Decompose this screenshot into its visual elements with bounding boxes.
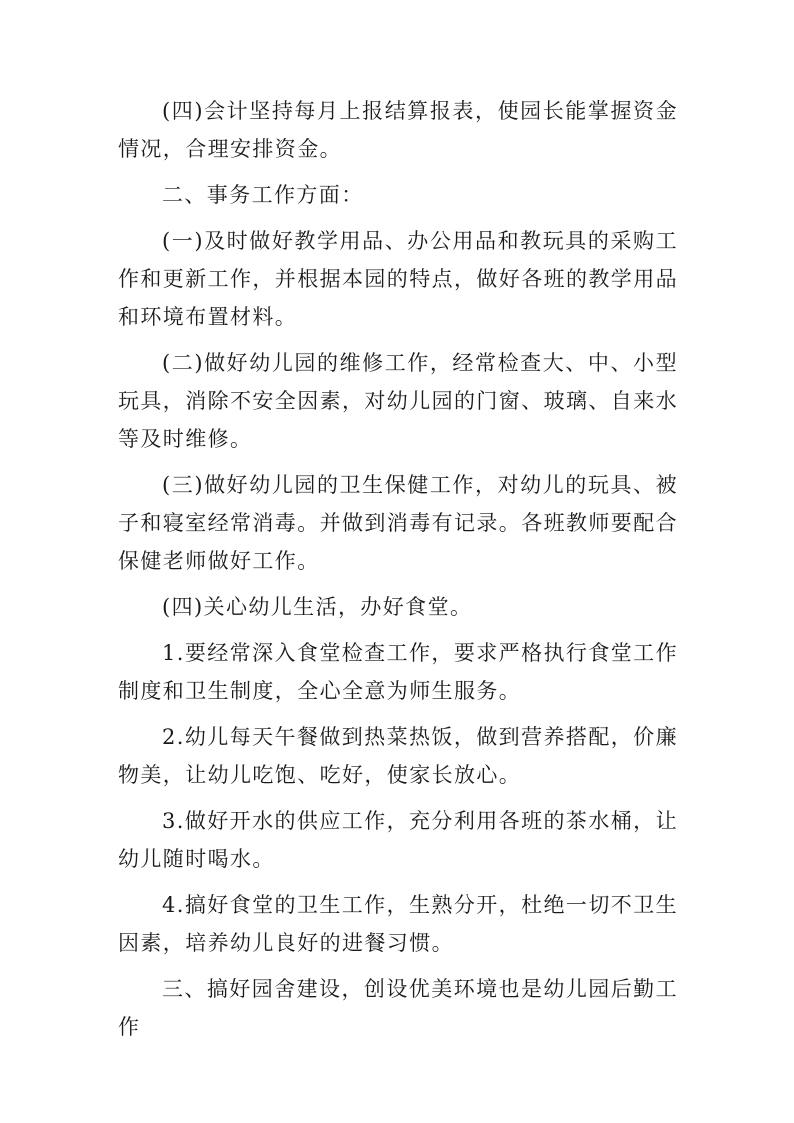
paragraph-procurement: (一)及时做好教学用品、办公用品和教玩具的采购工作和更新工作，并根据本园的特点，做好各班的教学用品和环境布置材料。 bbox=[118, 229, 678, 329]
heading-affairs-work: 二、事务工作方面： bbox=[162, 183, 364, 207]
paragraph-health-care: (三)做好幼儿园的卫生保健工作，对幼儿的玩具、被子和寝室经常消毒。并做到消毒有记录。各班教师要配合保健老师做好工作。 bbox=[118, 473, 678, 573]
paragraph-canteen: (四)关心幼儿生活，办好食堂。 bbox=[162, 595, 473, 619]
paragraph-accounting-report: (四)会计坚持每月上报结算报表，使园长能掌握资金情况，合理安排资金。 bbox=[118, 99, 678, 161]
list-item-water-supply: 3.做好开水的供应工作，充分利用各班的茶水桶，让幼儿随时喝水。 bbox=[118, 809, 678, 871]
list-item-canteen-inspection: 1.要经常深入食堂检查工作，要求严格执行食堂工作制度和卫生制度，全心全意为师生服务。 bbox=[118, 641, 678, 703]
list-item-lunch: 2.幼儿每天午餐做到热菜热饭，做到营养搭配，价廉物美，让幼儿吃饱、吃好，使家长放心。 bbox=[118, 725, 678, 787]
document-page bbox=[118, 92, 678, 1054]
heading-campus-construction: 三、搞好园舍建设，创设优美环境也是幼儿园后勤工作 bbox=[118, 977, 678, 1039]
list-item-canteen-hygiene: 4.搞好食堂的卫生工作，生熟分开，杜绝一切不卫生因素，培养幼儿良好的进餐习惯。 bbox=[118, 893, 678, 955]
paragraph-maintenance: (二)做好幼儿园的维修工作，经常检查大、中、小型玩具，消除不安全因素，对幼儿园的门窗、玻璃、自来水等及时维修。 bbox=[118, 351, 678, 451]
